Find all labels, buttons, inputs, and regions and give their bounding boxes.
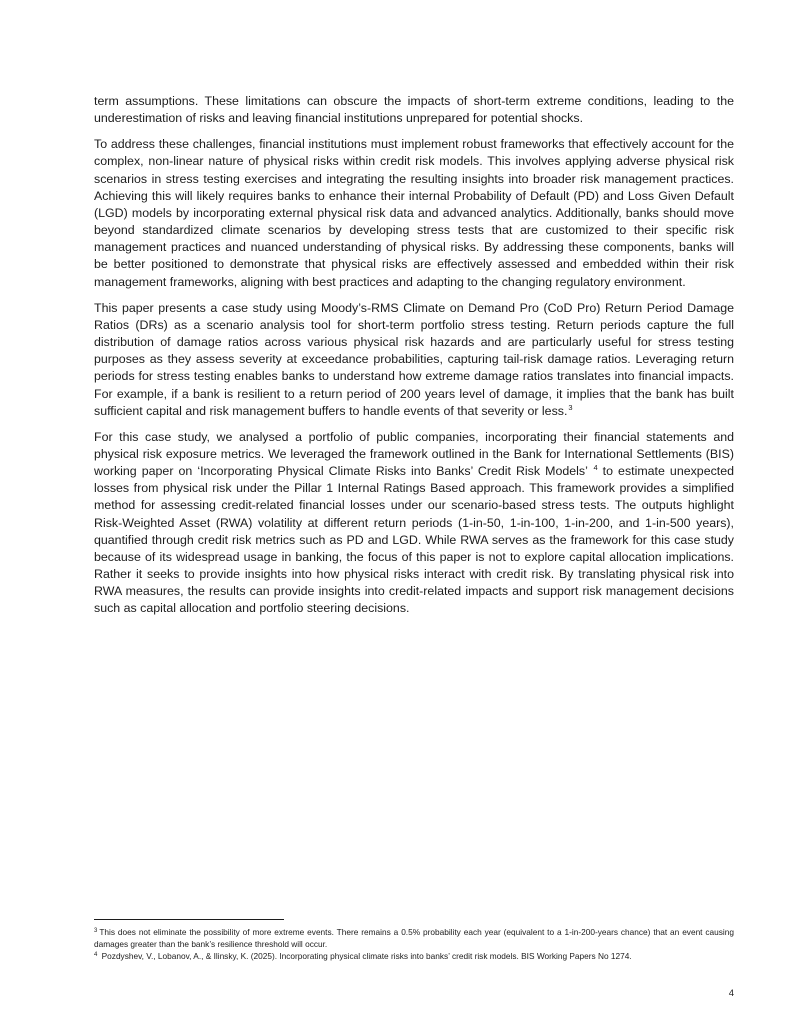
- body-text: [94, 93, 734, 627]
- paragraph-4-text: For this case study, we analysed a portfolio of public companies, incorporating their financial statements and physical risk exposure metrics. We leveraged the framework outlined in the Bank for International Settlements (BIS) working paper on ‘Incorporating Physical Climate Risks into Banks’ Credit Risk Models’: [94, 429, 734, 479]
- footnote-4: [94, 950, 734, 962]
- paragraph-2-text: To address these challenges, financial institutions must implement robust frameworks that effectively account for the complex, non-linear nature of physical risks within credit risk models. This involves applying adverse physical risk scenarios in stress testing exercises and integrating the resulting insights into broader risk management practices. Achieving this will likely requires banks to enhance their internal Probability of Default (PD) and Loss Given Default (LGD) models by incorporating external physical risk data and advanced analytics. Additionally, banks should move beyond standardized climate scenarios by developing stress tests that are customized to their specific risk management practices and nuanced understanding of physical risks. By addressing these components, banks will be better positioned to demonstrate that physical risks are effectively assessed and embedded within their risk management frameworks, aligning with best practices and adapting to the changing regulatory environment.: [94, 137, 734, 289]
- page-number: 4: [728, 988, 734, 999]
- footnote-ref-4[interactable]: 4: [593, 463, 598, 473]
- footnote-3-text: This does not eliminate the possibility of more extreme events. There remains a 0.5% probability each year (equivalent to a 1-in-200-years chance) that an event causing damages greater than the bank’s resilience threshold will occur.: [94, 927, 734, 949]
- paragraph-1: [94, 93, 734, 127]
- footnote-ref-3[interactable]: 3: [568, 402, 573, 412]
- footnotes: [94, 926, 734, 962]
- paragraph-3: [94, 300, 734, 420]
- footnote-divider: [94, 919, 284, 920]
- paragraph-3-text: This paper presents a case study using Moody’s-RMS Climate on Demand Pro (CoD Pro) Return Period Damage Ratios (DRs) as a scenario analysis tool for short-term portfolio stress testing. Return periods capture the full distribution of damage ratios across various physical risk hazards and are particularly useful for stress testing purposes as they assess severity at exceedance probabilities, capturing tail-risk damage ratios. Leveraging return periods for stress testing enables banks to understand how extreme damage ratios translates into financial impacts. For example, if a bank is resilient to a return period of 200 years level of damage, it implies that the bank has built sufficient capital and risk management buffers to handle events of that severity or less.: [94, 300, 734, 418]
- footnote-3: [94, 926, 734, 950]
- paragraph-1-text: term assumptions. These limitations can obscure the impacts of short-term extreme conditions, leading to the underestimation of risks and leaving financial institutions unprepared for potential shocks.: [94, 94, 734, 126]
- paragraph-4: [94, 429, 734, 618]
- paragraph-2: [94, 136, 734, 290]
- footnote-4-mark: 4: [94, 952, 98, 958]
- footnote-4-text: Pozdyshev, V., Lobanov, A., & Ilinsky, K. (2025). Incorporating physical climate risks into banks’ credit risk models. BIS Working Papers No 1274.: [99, 951, 632, 961]
- footnote-3-mark: 3: [94, 928, 98, 934]
- paragraph-4-text-continued: to estimate unexpected losses from physical risk under the Pillar 1 Internal Ratings Based approach. This framework provides a simplified method for assessing credit-related financial losses under our scenario-based stress tests. The outputs highlight Risk-Weighted Asset (RWA) volatility at different return periods (1-in-50, 1-in-100, 1-in-200, and 1-in-500 years), quantified through credit risk metrics such as PD and LGD. While RWA serves as the framework for this case study because of its widespread usage in banking, the focus of this paper is not to explore capital allocation implications. Rather it seeks to provide insights into how physical risks interact with credit risk. By translating physical risk into RWA measures, the results can provide insights into credit-related impacts and support risk management decisions such as capital allocation and portfolio steering decisions.: [94, 464, 735, 616]
